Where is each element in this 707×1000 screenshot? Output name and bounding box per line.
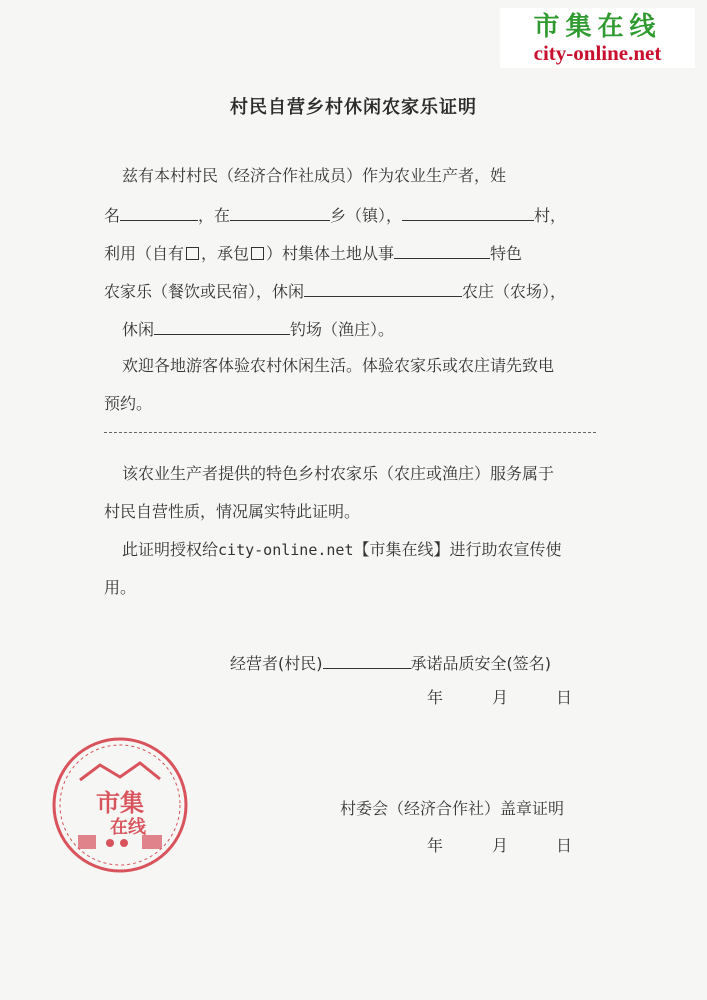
operator-blank: [323, 650, 411, 669]
logo-chinese-text: 市集在线: [533, 12, 662, 42]
person-icon: [106, 839, 114, 847]
village-committee-label: 村委会（经济合作社）盖章证明: [340, 799, 565, 818]
sign2-month: 月: [492, 836, 509, 855]
text: 村，: [534, 206, 567, 225]
para1-line4: [104, 278, 566, 304]
text: ，承包: [201, 244, 250, 263]
para1-line2: [104, 202, 566, 228]
page-title: 村民自营乡村休闲农家乐证明: [230, 97, 477, 118]
fishing-blank: [154, 316, 290, 335]
para3-line2: 村民自营性质，情况属实特此证明。: [104, 502, 361, 521]
text: 休闲: [122, 320, 155, 339]
text: 此证明授权给: [122, 540, 219, 559]
contracted-checkbox[interactable]: [251, 247, 264, 260]
para3-line1: 该农业生产者提供的特色乡村农家乐（农庄或渔庄）服务属于: [122, 464, 555, 483]
self-owned-checkbox[interactable]: [186, 247, 199, 260]
para1-line5: [122, 316, 394, 342]
para4-line1: [122, 538, 562, 562]
text: 承诺品质安全(签名): [410, 654, 551, 673]
text: 特色: [490, 244, 523, 263]
market-roof-icon: [80, 763, 160, 780]
sign1-day: 日: [556, 688, 573, 707]
seal-text-bottom: 在线: [110, 817, 146, 838]
para2-line1: 欢迎各地游客体验农村休闲生活。体验农家乐或农庄请先致电: [122, 356, 555, 375]
text: 利用（自有: [104, 244, 185, 263]
text: 农庄（农场），: [462, 282, 567, 301]
sign2-year: 年: [427, 836, 444, 855]
text: ，在: [198, 206, 231, 225]
logo-url-text: city-online.net: [533, 41, 662, 65]
dashed-divider: [104, 432, 596, 433]
text: 钓场（渔庄）。: [290, 320, 395, 339]
text: ）村集体土地从事: [266, 244, 395, 263]
text: 经营者(村民): [230, 654, 323, 673]
text: 农家乐（餐饮或民宿），休闲: [104, 282, 305, 301]
name-blank: [120, 202, 198, 221]
official-seal-stamp: [50, 735, 190, 875]
para1-line1: 兹有本村村民（经济合作社成员）作为农业生产者，姓: [122, 166, 507, 185]
business-blank: [394, 240, 490, 259]
village-blank: [402, 202, 534, 221]
sign2-day: 日: [556, 836, 573, 855]
town-blank: [230, 202, 330, 221]
person-icon: [120, 839, 128, 847]
farm-blank: [304, 278, 462, 297]
seal-text-top: 市集: [96, 789, 144, 817]
operator-signature-line: [230, 650, 551, 676]
para2-line2: 预约。: [104, 394, 153, 413]
site-logo[interactable]: [500, 8, 695, 68]
sign1-month: 月: [492, 688, 509, 707]
para1-line3: [104, 240, 522, 266]
sign1-year: 年: [427, 688, 444, 707]
text: 名: [104, 206, 121, 225]
authorized-site-link[interactable]: city-online.net: [218, 541, 354, 559]
para4-line2: 用。: [104, 578, 137, 597]
stall-icon: [78, 835, 96, 849]
text: 乡（镇），: [330, 206, 403, 225]
text: 【市集在线】进行助农宣传使: [353, 540, 562, 559]
